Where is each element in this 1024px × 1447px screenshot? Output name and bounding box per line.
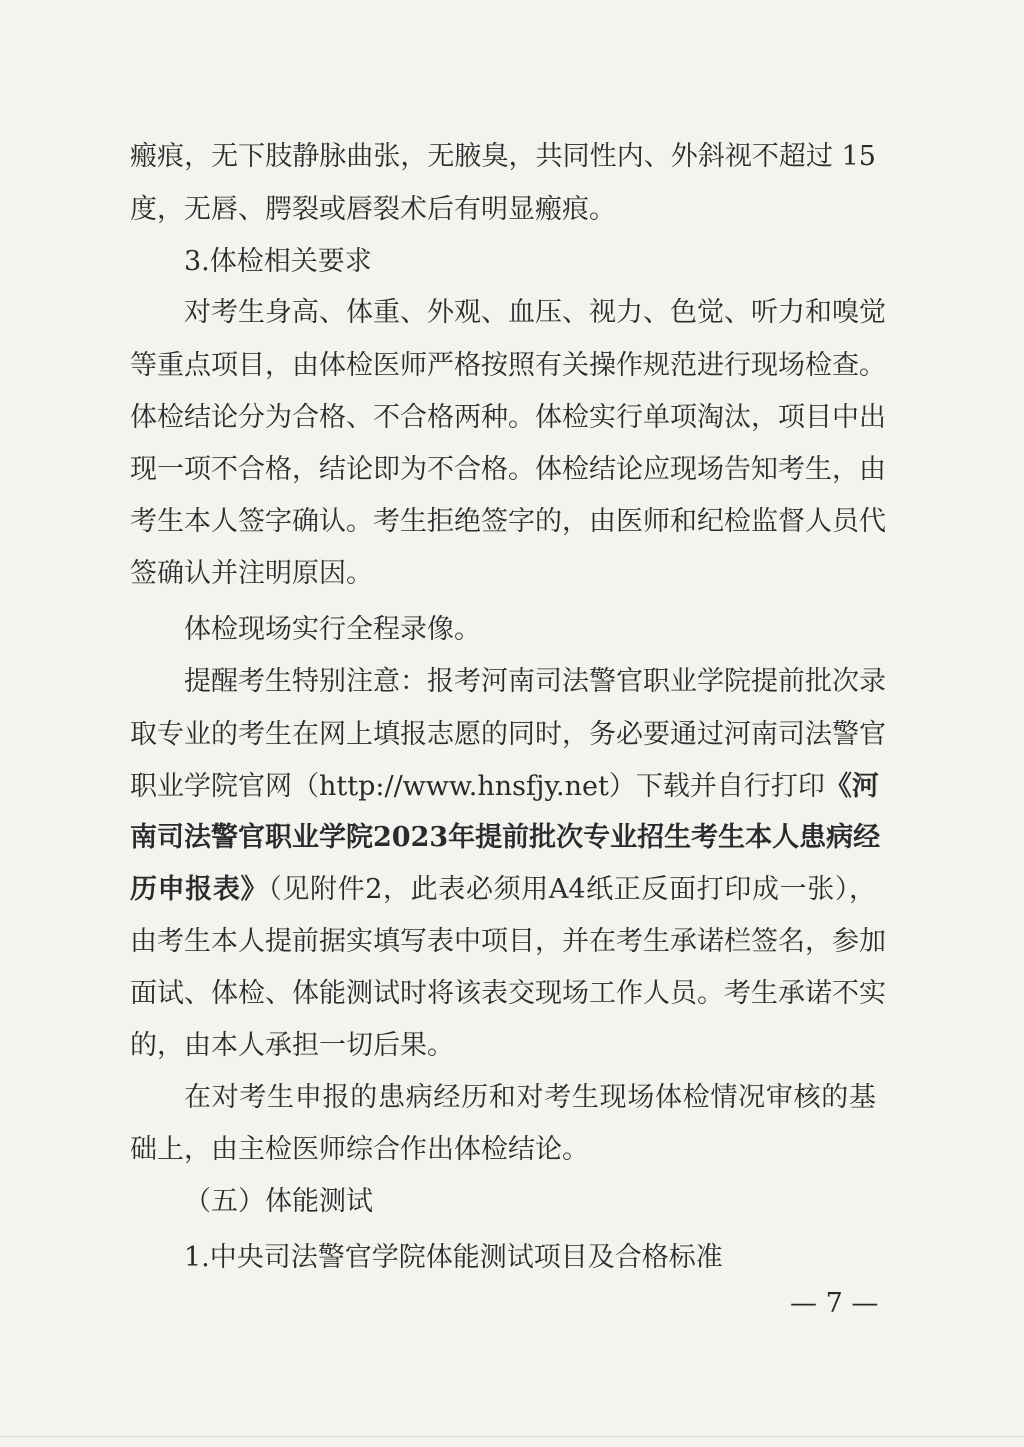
page-number: — 7 — (790, 1288, 879, 1319)
text-line: 的，由本人承担一切后果。 (130, 1030, 454, 1061)
text-line: 签确认并注明原因。 (130, 558, 373, 589)
section-heading: （五）体能测试 (184, 1186, 373, 1217)
section-heading: 3.体检相关要求 (184, 246, 372, 277)
text-line (130, 820, 881, 856)
text-line: 在对考生申报的患病经历和对考生现场体检情况审核的基 (184, 1082, 876, 1113)
text-line: 体检现场实行全程录像。 (184, 614, 481, 645)
text-line: 现一项不合格，结论即为不合格。体检结论应现场告知考生，由 (130, 454, 886, 485)
text-line (130, 872, 876, 908)
form-title-bold: 南司法警官职业学院2023年提前批次专业招生考生本人患病经 (130, 822, 881, 853)
text-line: 等重点项目，由体检医师严格按照有关操作规范进行现场检查。 (130, 350, 886, 381)
text-line: 提醒考生特别注意：报考河南司法警官职业学院提前批次录 (184, 666, 886, 697)
section-heading: 1.中央司法警官学院体能测试项目及合格标准 (184, 1242, 723, 1273)
form-title-bold: 《河 (824, 771, 879, 802)
text-line: 考生本人签字确认。考生拒绝签字的，由医师和纪检监督人员代 (130, 506, 886, 537)
text-line: 对考生身高、体重、外观、血压、视力、色觉、听力和嗅觉 (184, 297, 886, 328)
page-edge (0, 1436, 1024, 1437)
form-title-bold: 历申报表》 (130, 874, 269, 905)
text-line: 取专业的考生在网上填报志愿的同时，务必要通过河南司法警官 (130, 719, 886, 750)
text-segment: 职业学院官网（http://www.hnsfjy.net）下载并自行打印 (130, 771, 825, 802)
text-line: 度，无唇、腭裂或唇裂术后有明显瘢痕。 (130, 194, 616, 225)
text-line (130, 769, 879, 805)
text-segment: （见附件2，此表必须用A4纸正反面打印成一张）， (268, 874, 877, 905)
text-line: 瘢痕，无下肢静脉曲张，无腋臭，共同性内、外斜视不超过 15 (130, 141, 876, 172)
text-line: 础上，由主检医师综合作出体检结论。 (130, 1134, 589, 1165)
text-line: 体检结论分为合格、不合格两种。体检实行单项淘汰，项目中出 (130, 402, 886, 433)
text-line: 由考生本人提前据实填写表中项目，并在考生承诺栏签名，参加 (130, 926, 886, 957)
text-line: 面试、体检、体能测试时将该表交现场工作人员。考生承诺不实 (130, 978, 886, 1009)
